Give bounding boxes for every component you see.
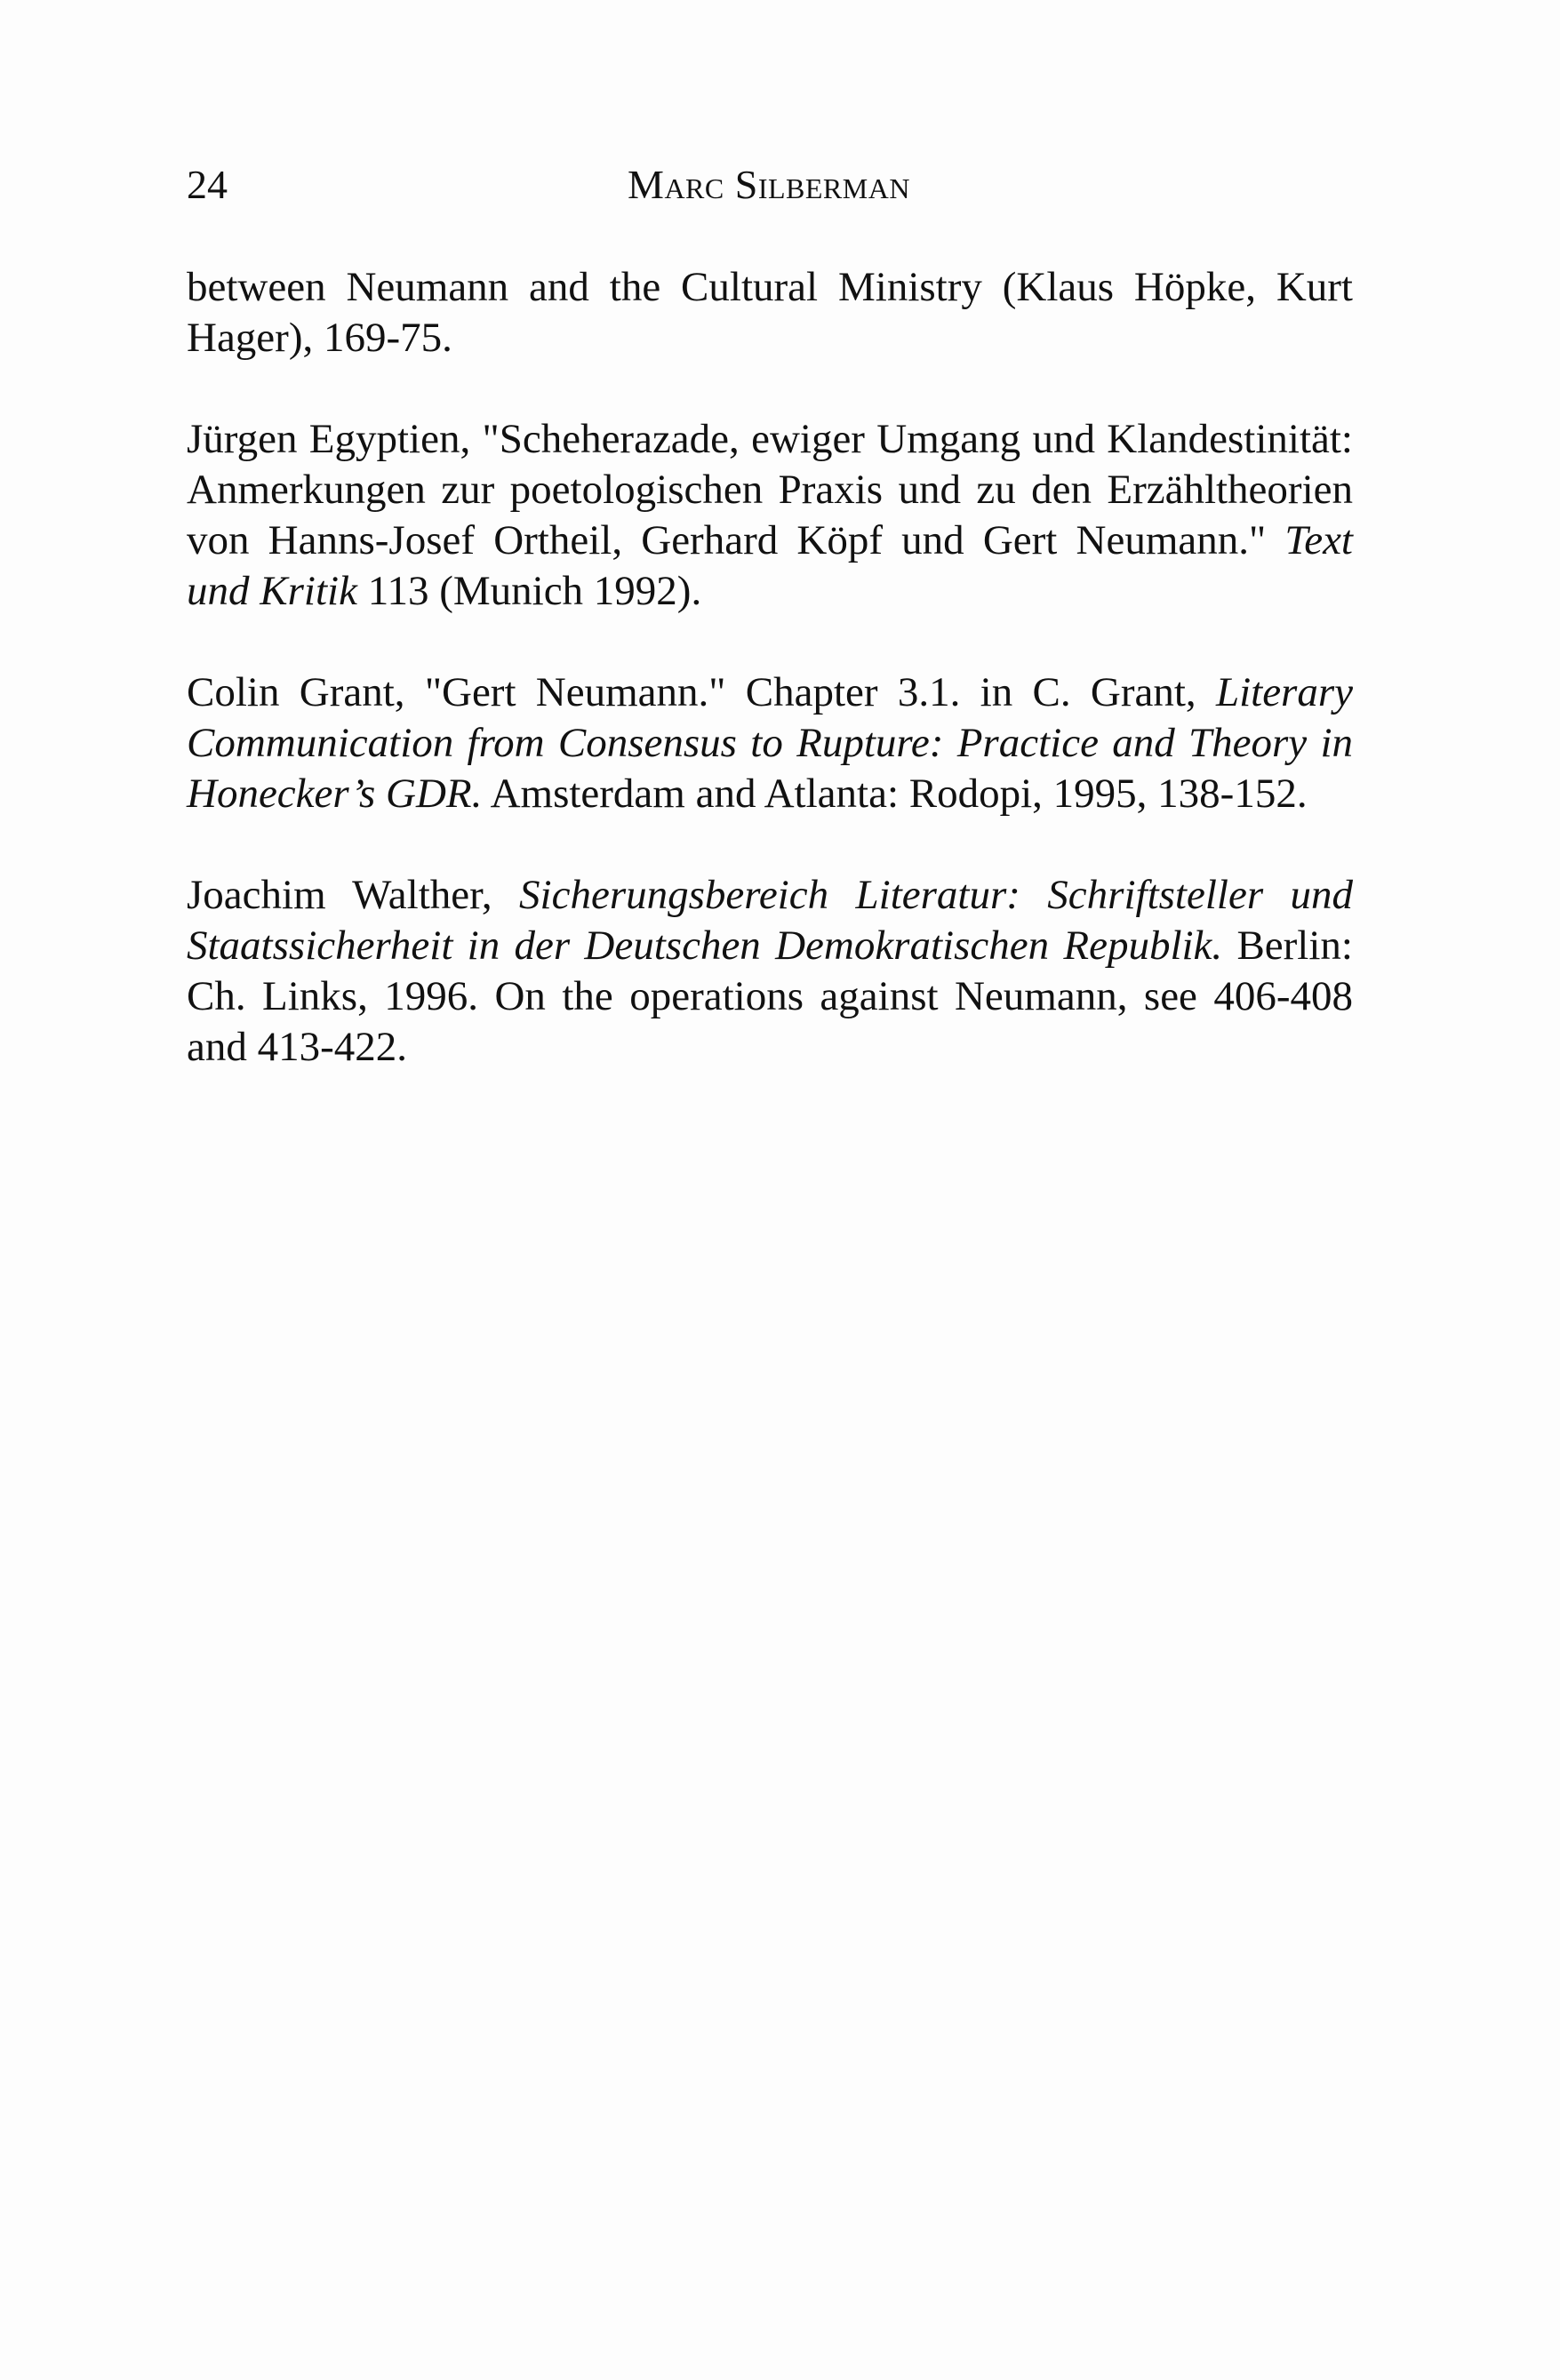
entry-text: Colin Grant, "Gert Neumann." Chapter 3.1. in C. Grant,: [187, 669, 1216, 715]
entry-title: Literary Communication from Consensus to Rupture: Practice and Theory in Honecker’s GDR.: [187, 669, 1353, 817]
entry-text: between Neumann and the Cultural Ministry (Klaus Höpke, Kurt Hager), 169-75.: [187, 264, 1353, 361]
entry-text: Jürgen Egyptien, "Scheherazade, ewiger Umgang und Klandestinität: Anmerkungen zur poetologischen Praxis und zu den Erzähltheorien von Hanns-Josef Ortheil, Gerhard Köpf und Gert Neumann.": [187, 416, 1353, 563]
bibliography-body: [187, 262, 1353, 1123]
bibliography-entry-egyptien: [187, 414, 1353, 617]
entry-text: Amsterdam and Atlanta: Rodopi, 1995, 138-152.: [482, 771, 1308, 817]
page-header: [187, 158, 1351, 212]
entry-title: Text und Kritik: [187, 517, 1353, 614]
bibliography-entry-continuation: [187, 262, 1353, 363]
entry-text: 113 (Munich 1992).: [356, 568, 702, 614]
entry-title: Sicherungsbereich Literatur: Schriftsteller und Staatssicherheit in der Deutschen Demokratischen Republik.: [187, 872, 1354, 969]
bibliography-entry-grant: [187, 667, 1353, 819]
running-head: Marc Silberman: [628, 162, 910, 207]
page-number: 24: [187, 162, 228, 207]
entry-text: Joachim Walther,: [187, 872, 520, 918]
bibliography-entry-walther: [187, 870, 1353, 1073]
entry-text: Berlin: Ch. Links, 1996. On the operations against Neumann, see 406-408 and 413-422.: [187, 922, 1353, 1070]
